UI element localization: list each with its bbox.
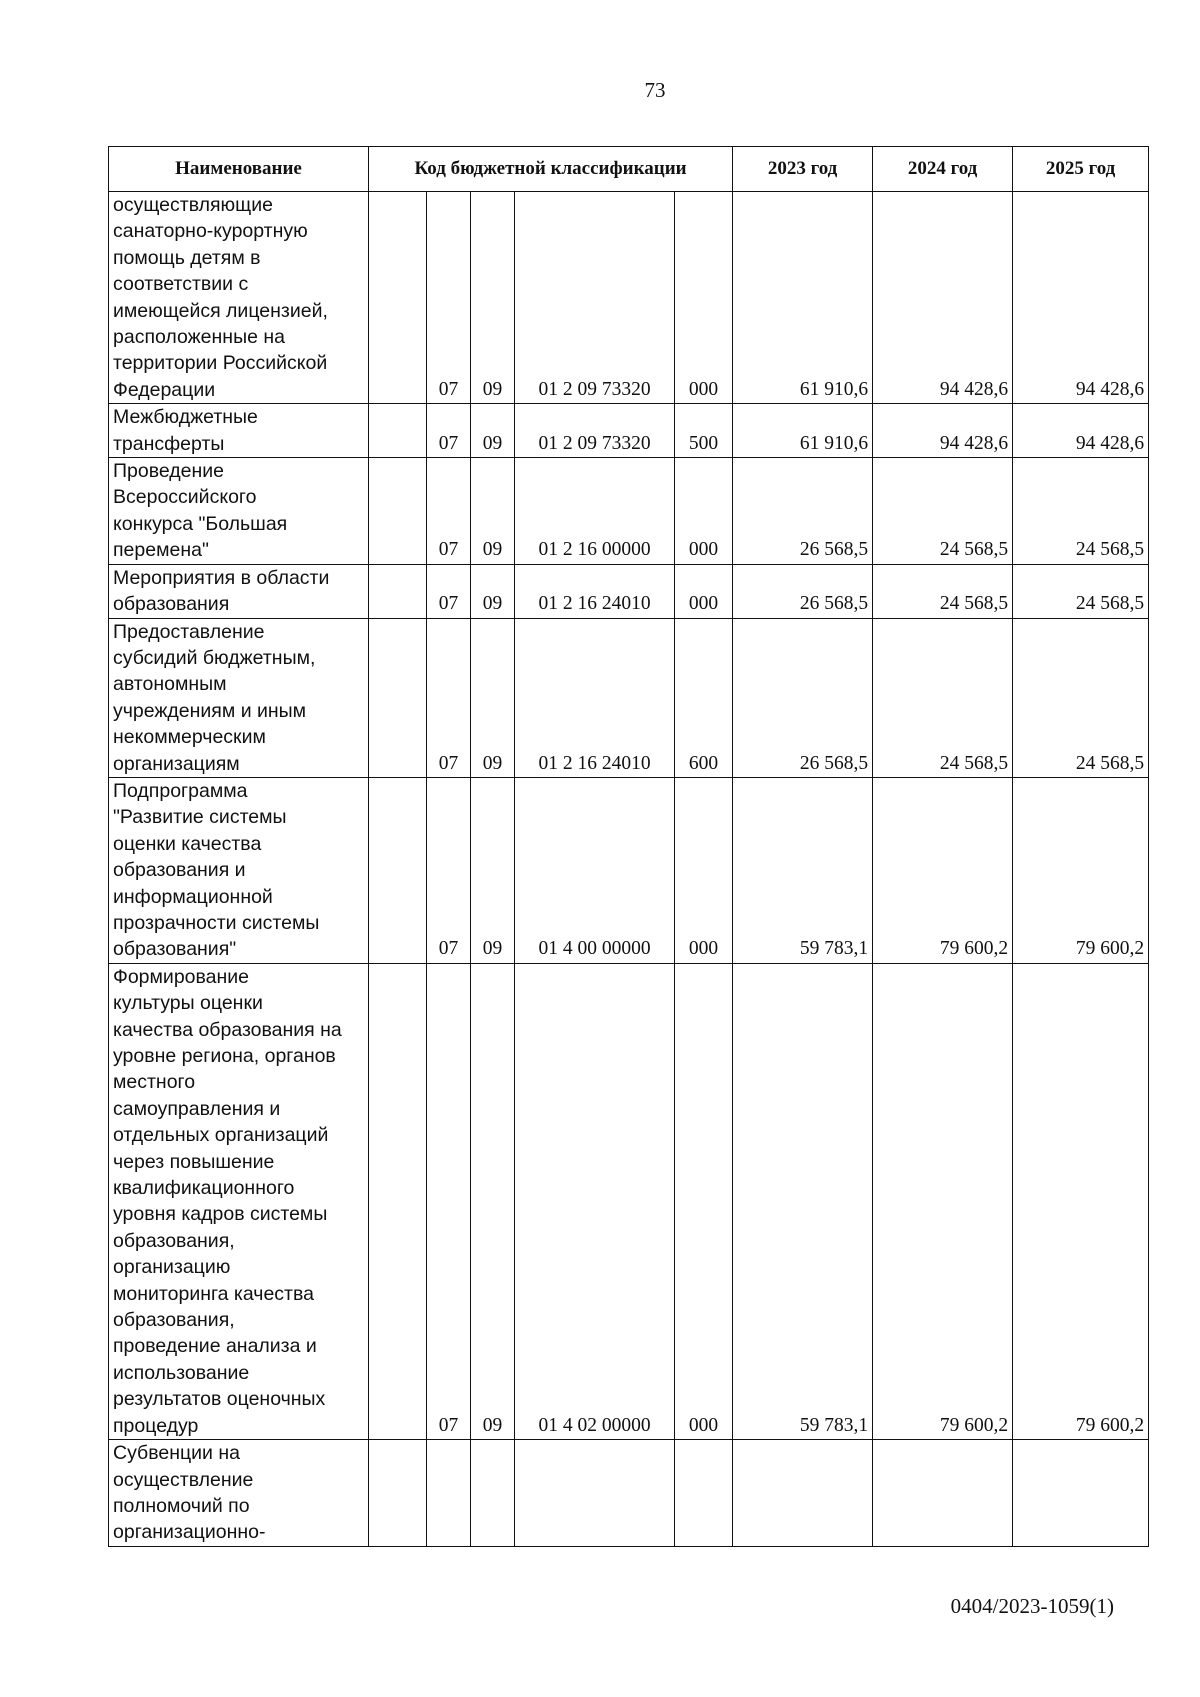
code-target-item: 01 2 09 73320 bbox=[515, 192, 675, 404]
table-row bbox=[109, 192, 1149, 404]
code-part-1 bbox=[369, 192, 427, 404]
header-2025: 2025 год bbox=[1013, 147, 1149, 192]
table-header-row bbox=[109, 147, 1149, 192]
budget-table bbox=[108, 146, 1149, 1547]
row-name: Формирование культуры оценки качества образования на уровне региона, органов местного самоуправления и отдельных организаций через повышение квалификационного уровня кадров системы образования, организацию мониторинга качества образования, проведение анализа и использование результатов оценочных процедур bbox=[109, 963, 369, 1439]
value-2025: 94 428,6 bbox=[1013, 404, 1149, 458]
header-name: Наименование bbox=[109, 147, 369, 192]
code-section: 07 bbox=[427, 564, 471, 618]
code-part-1 bbox=[369, 963, 427, 1439]
value-2023: 59 783,1 bbox=[733, 777, 873, 963]
code-part-1 bbox=[369, 1440, 427, 1547]
value-2023: 59 783,1 bbox=[733, 963, 873, 1439]
value-2025: 79 600,2 bbox=[1013, 777, 1149, 963]
header-2024: 2024 год bbox=[873, 147, 1013, 192]
table-row bbox=[109, 963, 1149, 1439]
code-subsection: 09 bbox=[471, 458, 515, 565]
value-2023 bbox=[733, 1440, 873, 1547]
row-name: Предоставление субсидий бюджетным, автономным учреждениям и иным некоммерческим организациям bbox=[109, 618, 369, 777]
code-target-item: 01 2 16 24010 bbox=[515, 564, 675, 618]
code-subsection: 09 bbox=[471, 192, 515, 404]
value-2023: 26 568,5 bbox=[733, 458, 873, 565]
code-part-1 bbox=[369, 618, 427, 777]
code-subsection: 09 bbox=[471, 404, 515, 458]
code-subsection: 09 bbox=[471, 618, 515, 777]
code-section: 07 bbox=[427, 458, 471, 565]
value-2023: 26 568,5 bbox=[733, 564, 873, 618]
row-name: Субвенции на осуществление полномочий по организационно- bbox=[109, 1440, 369, 1547]
code-section: 07 bbox=[427, 777, 471, 963]
code-expense-type: 500 bbox=[675, 404, 733, 458]
code-expense-type: 000 bbox=[675, 963, 733, 1439]
value-2024: 24 568,5 bbox=[873, 564, 1013, 618]
code-expense-type: 000 bbox=[675, 564, 733, 618]
value-2024: 24 568,5 bbox=[873, 618, 1013, 777]
code-expense-type: 000 bbox=[675, 192, 733, 404]
document-registration-number: 0404/2023-1059(1) bbox=[950, 1594, 1114, 1618]
code-target-item: 01 2 16 00000 bbox=[515, 458, 675, 565]
code-expense-type bbox=[675, 1440, 733, 1547]
code-section: 07 bbox=[427, 192, 471, 404]
code-section: 07 bbox=[427, 963, 471, 1439]
value-2025 bbox=[1013, 1440, 1149, 1547]
header-code: Код бюджетной классификации bbox=[369, 147, 733, 192]
row-name: осуществляющие санаторно-курортную помощь детям в соответствии с имеющейся лицензией, расположенные на территории Российской Федерации bbox=[109, 192, 369, 404]
table-row bbox=[109, 564, 1149, 618]
value-2024 bbox=[873, 1440, 1013, 1547]
code-target-item bbox=[515, 1440, 675, 1547]
code-section: 07 bbox=[427, 618, 471, 777]
row-name: Мероприятия в области образования bbox=[109, 564, 369, 618]
value-2024: 94 428,6 bbox=[873, 404, 1013, 458]
code-section: 07 bbox=[427, 404, 471, 458]
value-2025: 24 568,5 bbox=[1013, 618, 1149, 777]
value-2024: 79 600,2 bbox=[873, 777, 1013, 963]
value-2025: 24 568,5 bbox=[1013, 564, 1149, 618]
row-name: Проведение Всероссийского конкурса "Большая перемена" bbox=[109, 458, 369, 565]
table-row bbox=[109, 404, 1149, 458]
value-2025: 94 428,6 bbox=[1013, 192, 1149, 404]
code-target-item: 01 4 00 00000 bbox=[515, 777, 675, 963]
table-row bbox=[109, 458, 1149, 565]
code-part-1 bbox=[369, 564, 427, 618]
code-part-1 bbox=[369, 458, 427, 565]
code-expense-type: 000 bbox=[675, 777, 733, 963]
table-row bbox=[109, 618, 1149, 777]
code-expense-type: 600 bbox=[675, 618, 733, 777]
code-target-item: 01 4 02 00000 bbox=[515, 963, 675, 1439]
table-row bbox=[109, 1440, 1149, 1547]
table-row bbox=[109, 777, 1149, 963]
row-name: Межбюджетные трансферты bbox=[109, 404, 369, 458]
code-subsection: 09 bbox=[471, 564, 515, 618]
value-2024: 94 428,6 bbox=[873, 192, 1013, 404]
row-name: Подпрограмма "Развитие системы оценки качества образования и информационной прозрачности системы образования" bbox=[109, 777, 369, 963]
code-section bbox=[427, 1440, 471, 1547]
value-2023: 26 568,5 bbox=[733, 618, 873, 777]
page-number: 73 bbox=[644, 78, 666, 102]
code-target-item: 01 2 09 73320 bbox=[515, 404, 675, 458]
header-2023: 2023 год bbox=[733, 147, 873, 192]
code-part-1 bbox=[369, 777, 427, 963]
code-subsection: 09 bbox=[471, 777, 515, 963]
code-expense-type: 000 bbox=[675, 458, 733, 565]
code-target-item: 01 2 16 24010 bbox=[515, 618, 675, 777]
value-2024: 24 568,5 bbox=[873, 458, 1013, 565]
value-2025: 79 600,2 bbox=[1013, 963, 1149, 1439]
code-subsection: 09 bbox=[471, 963, 515, 1439]
code-part-1 bbox=[369, 404, 427, 458]
value-2023: 61 910,6 bbox=[733, 192, 873, 404]
value-2025: 24 568,5 bbox=[1013, 458, 1149, 565]
code-subsection bbox=[471, 1440, 515, 1547]
value-2023: 61 910,6 bbox=[733, 404, 873, 458]
value-2024: 79 600,2 bbox=[873, 963, 1013, 1439]
